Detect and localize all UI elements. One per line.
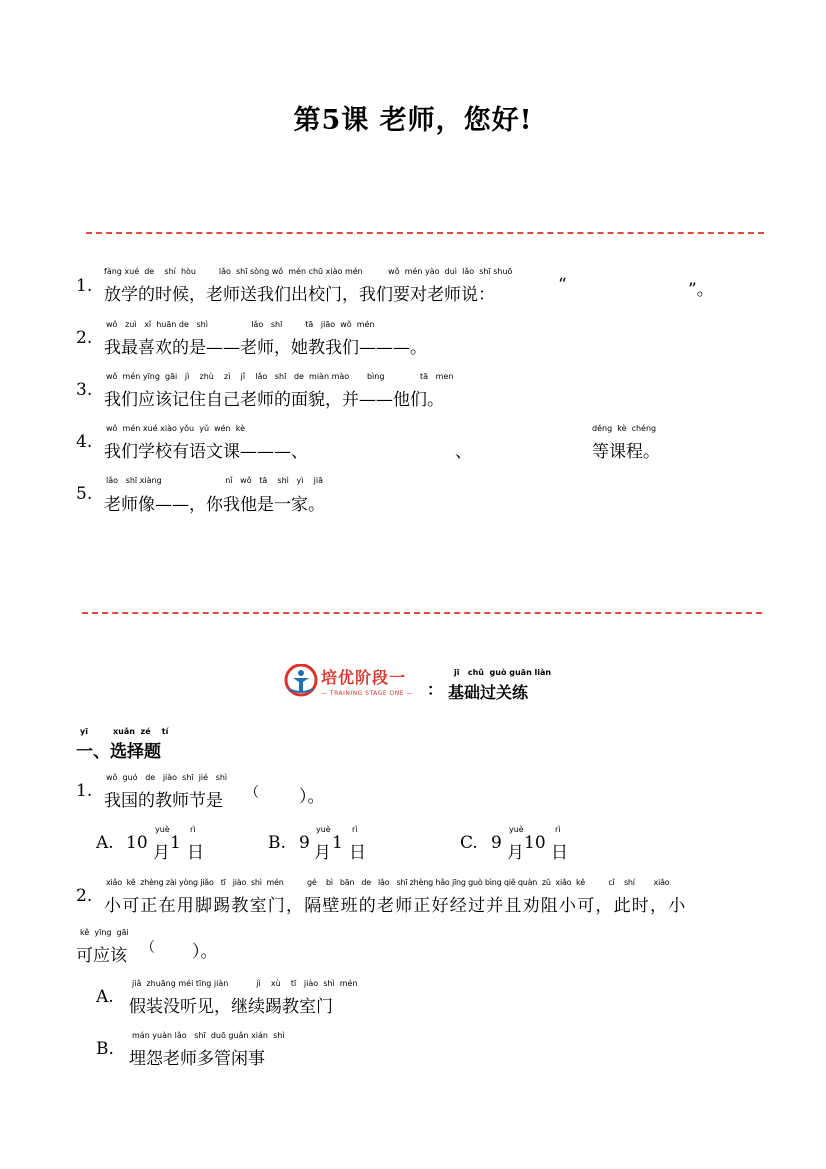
mc1-option-b-letter[interactable]: B. (268, 833, 286, 853)
q4-end-text: 等课程。 (592, 442, 660, 462)
mc1-option-c-letter[interactable]: C. (460, 833, 478, 853)
mc2-option-a-text[interactable]: 假装没听见，继续踢教室门 (129, 997, 333, 1017)
section1-title: 一、选择题 (76, 742, 161, 762)
mc1-option-b-number1: 9 (299, 833, 310, 853)
q1-close-quote: ”。 (688, 280, 714, 300)
mc1-option-b-day-pinyin: rì (352, 825, 358, 834)
mc1-option-b-month-pinyin: yuè (316, 825, 331, 834)
mc2-text: 小可正在用脚踢教室门，隔壁班的老师正好经过并且劝阻小可，此时，小 (104, 896, 687, 916)
mc1-option-a-letter[interactable]: A. (96, 833, 114, 853)
section1-pinyin: yī xuǎn zé tí (80, 727, 169, 736)
mc1-option-c-day: 日 (551, 843, 568, 863)
mc1-option-c-day-pinyin: rì (555, 825, 561, 834)
q4-pinyin: wǒ mén xué xiào yǒu yǔ wén kè (106, 424, 245, 433)
mc1-paren-open: （ (245, 785, 259, 801)
q1-pinyin: fàng xué de shí hòu lǎo shī sòng wǒ mén chū xiào mén wǒ mén yào duì lǎo shī shuō (104, 267, 513, 276)
mc1-pinyin: wǒ guó de jiào shī jié shì (106, 773, 228, 782)
q2-pinyin: wǒ zuì xǐ huān de shì lǎo shī tā jiāo wǒ mén (106, 320, 375, 329)
mc2-text2: 可应该 (76, 946, 127, 966)
mc2-option-b-letter[interactable]: B. (96, 1039, 114, 1059)
badge-subtitle: — TRAINING STAGE ONE — (321, 690, 413, 697)
q3-pinyin: wǒ mén yīng gāi jì zhù zì jǐ lǎo shī de miàn mào bìng tā men (106, 372, 454, 381)
dashed-separator-bottom (82, 612, 762, 614)
training-stage-logo-icon (284, 664, 318, 698)
q5-pinyin: lǎo shī xiàng nǐ wǒ tā shì yì jiā (106, 476, 323, 485)
badge-label-pinyin: jī chǔ guò guān liàn (454, 668, 552, 677)
mc2-pinyin2: kě yīng gāi (80, 928, 129, 937)
mc1-option-c-number1: 9 (491, 833, 502, 853)
mc1-option-a-month-pinyin: yuè (155, 825, 170, 834)
question-number-3: 3. (76, 380, 93, 400)
q2-text: 我最喜欢的是——老师，她教我们———。 (104, 338, 427, 358)
q3-text: 我们应该记住自己老师的面貌，并——他们。 (104, 390, 444, 410)
mc1-option-a-month: 月 (153, 843, 170, 863)
mc2-pinyin: xiǎo kě zhèng zài yòng jiǎo tī jiào shì mén gé bì bān de lǎo shī zhèng hǎo jīng guò bìng qiě quàn zǔ xiǎo kě cǐ shí xiǎo (106, 878, 670, 887)
mc1-number: 1. (76, 781, 93, 801)
mc2-option-a-letter[interactable]: A. (96, 987, 114, 1007)
q5-text: 老师像——，你我他是一家。 (104, 495, 325, 515)
question-number-5: 5. (76, 484, 93, 504)
q4-text: 我们学校有语文课———、 (104, 442, 308, 462)
mc1-option-c-number2: 10 (524, 833, 546, 853)
mc2-paren-close: ）。 (192, 942, 218, 962)
q4-end-pinyin: děng kè chéng (592, 424, 657, 433)
mc2-option-b-pinyin: mán yuàn lǎo shī duō guǎn xián shì (132, 1031, 285, 1040)
mc1-option-c-month: 月 (507, 843, 524, 863)
mc1-option-b-month: 月 (314, 843, 331, 863)
mc1-option-a-number2: 1 (170, 833, 181, 853)
mc1-option-b-number2: 1 (332, 833, 343, 853)
mc1-text: 我国的教师节是 (104, 791, 223, 811)
mc1-option-a-day: 日 (187, 843, 204, 863)
mc1-option-c-month-pinyin: yuè (509, 825, 524, 834)
page-title: 第5课 老师，您好! (293, 105, 533, 136)
question-number-1: 1. (76, 276, 93, 296)
mc1-option-a-number1: 10 (126, 833, 148, 853)
q1-text: 放学的时候，老师送我们出校门，我们要对老师说： (104, 285, 495, 305)
badge-colon: ： (427, 680, 444, 699)
question-number-2: 2. (76, 328, 93, 348)
mc2-number: 2. (76, 886, 93, 906)
question-number-4: 4. (76, 432, 93, 452)
badge-label: 基础过关练 (448, 683, 529, 702)
mc1-option-a-day-pinyin: rì (190, 825, 196, 834)
q4-separator: 、 (455, 442, 472, 462)
badge-title: 培优阶段一 (321, 668, 407, 687)
mc1-option-b-day: 日 (349, 843, 366, 863)
mc1-paren-close: ）。 (299, 787, 325, 807)
dashed-separator-top (86, 232, 764, 234)
mc2-paren-open: （ (141, 940, 155, 956)
q1-open-quote: “ (558, 275, 567, 295)
mc2-option-a-pinyin: jiǎ zhuāng méi tīng jiàn jì xù tī jiào shì mén (132, 979, 358, 988)
mc2-option-b-text[interactable]: 埋怨老师多管闲事 (129, 1049, 265, 1069)
